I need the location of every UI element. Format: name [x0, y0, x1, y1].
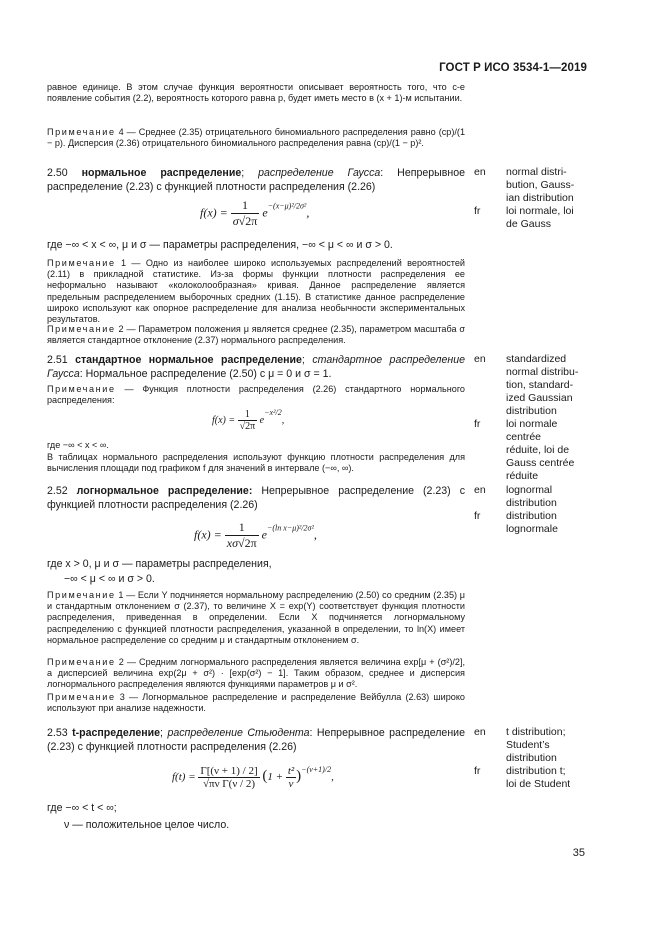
term-synonym: распределение Стьюдента [167, 727, 310, 739]
note-label: Примечание [47, 127, 116, 137]
lang-en: en [474, 484, 486, 496]
note-label: Примечание [47, 590, 116, 600]
term-number: 2.51 [47, 354, 68, 366]
term-number: 2.53 [47, 727, 68, 739]
note-4-text: 4 — Среднее (2.35) отрицательного биномиального распределения равно (cp)/(1 − p). Дисперсия (2.36) отрицательного биномиального распределения равна (cp)/(1 − p)². [47, 127, 465, 149]
note-text: 2 — Параметром положения μ является среднее (2.35), параметром масштаба σ является стандартное отклонение (2.37) нормального распределения. [47, 324, 465, 346]
note-text: 3 — Логнормальное распределение и распределение Вейбулла (2.63) широко используют при анализе надежности. [47, 692, 465, 714]
term-synonym: стандартное распределение Гаусса [47, 354, 465, 380]
note-2-51 [47, 384, 465, 406]
formula-t-pdf: f(t) = $\frac{\Gamma[(\nu + 1) / 2]}{\text{√πν Γ(ν / 2)}}$ (1 + $\frac{\text{t²}}{\nu}$ )$^{-(\nu+1)/2}$, [172, 765, 334, 790]
lang-fr: fr [474, 765, 481, 777]
after-2-51: В таблицах нормального распределения используют функцию плотности распределения для вычисления площади под графиком f для значений в интервале (−∞, ∞). [47, 452, 465, 474]
term-definition: : Непрерывное распределение (2.23) с функцией плотности распределения (2.26) [47, 167, 466, 193]
where-2-53-2: ν — положительное целое число. [64, 819, 230, 831]
formula-normal-pdf: f(x) = $\frac{1}{\sigma√2\pi}$ $e^{-(x-\mu)^2/2\sigma^2}$, [200, 198, 310, 228]
term-title: стандартное нормальное распределение [75, 354, 302, 366]
lang-en: en [474, 353, 486, 365]
standard-header: ГОСТ Р ИСО 3534-1—2019 [439, 62, 587, 74]
term-2-50: 2.50 нормальное распределение; распределение Гаусса: Непрерывное распределение (2.23) с функцией плотности распределения (2.26) [47, 167, 466, 193]
where-2-50: где −∞ < x < ∞, μ и σ — параметры распределения, −∞ < μ < ∞ и σ > 0. [47, 239, 393, 251]
lang-fr: fr [474, 510, 481, 522]
note-label: Примечание [47, 384, 116, 394]
equivalents-2-53: en t distribution; Student’s distribution fr distribution t; loi de Student [474, 726, 571, 790]
term-2-52 [47, 484, 465, 512]
term-synonym: распределение Гаусса [258, 167, 381, 179]
term-definition: : Нормальное распределение (2.50) с μ = 0 и σ = 1. [79, 368, 332, 380]
intro-paragraph: равное единице. В этом случае функция вероятности описывает вероятность того, что c-е появление события (2.2), вероятность которого равна p, будет иметь место в (x + 1)-м испытании. [47, 82, 465, 104]
lang-en: en [474, 726, 486, 738]
where-2-52-1: где x > 0, μ и σ — параметры распределения, [47, 558, 272, 570]
note-label: Примечание [47, 258, 116, 268]
note-text: 1 — Одно из наиболее широко используемых распределений вероятностей (2.11) в прикладной статистике. Из-за формы функции плотности распределения ее неформально называют «колоколообразная» кривая. Данное распределение является предельным распределением выборочных средних (1.15). В статистике данное распределение широко используют как опорное распределение для анализа необычности экспериментальных результатов. [47, 258, 465, 325]
equivalents-2-50: en normal distri- bution, Gauss- ian distribution fr loi normale, loi de Gauss [474, 166, 575, 230]
where-2-53-1: где −∞ < t < ∞; [47, 802, 117, 814]
lang-fr: fr [474, 205, 481, 217]
where-2-51: где −∞ < x < ∞. [47, 440, 109, 450]
lang-fr: fr [474, 418, 481, 430]
equivalents-2-52: en lognormal distribution fr distribution lognormale [474, 484, 558, 535]
term-2-51: 2.51 стандартное нормальное распределение; стандартное распределение Гаусса: Нормальное распределение (2.50) с μ = 0 и σ = 1. [47, 354, 465, 380]
note-2-50-1 [47, 258, 465, 325]
formula-std-normal-pdf: f(x) = $\frac{1}{√2\pi}$ $e^{-x^2/2}$, [212, 408, 285, 433]
note-label: Примечание [47, 657, 116, 667]
term-number: 2.52 [47, 485, 68, 497]
page-number: 35 [572, 847, 585, 859]
where-2-52-2: −∞ < μ < ∞ и σ > 0. [64, 573, 155, 585]
term-title: логнормальное распределение: [76, 485, 253, 497]
term-title: нормальное распределение [81, 167, 242, 179]
note-2-52-1 [47, 590, 465, 646]
note-label: Примечание [47, 692, 116, 702]
note-2-52-2 [47, 657, 465, 691]
lang-en: en [474, 166, 486, 178]
note-text: 1 — Если Y подчиняется нормальному распределению (2.50) со средним (2.35) μ и стандартным отклонением σ (2.37), то величине X = exp(Y) соответствует функция плотности распределения, приведенная в определении. Если X подчиняется логнормальному распределению с функцией плотности распределения, указанной в определении, то ln(X) имеет нормальное распределение со средним μ и стандартным отклонением σ. [47, 590, 466, 645]
note-2-50-2 [47, 324, 465, 346]
term-number: 2.50 [47, 167, 68, 179]
term-title: t-распределение [72, 727, 161, 739]
term-definition: Непрерывное распределение (2.23) с функцией плотности распределения (2.26) [47, 485, 465, 511]
note-2-52-3 [47, 692, 465, 714]
note-text: 2 — Средним логнормального распределения является величина exp[μ + (σ²)/2], а дисперсией величина exp(2μ + σ²) · [exp(σ²) − 1]. Таким образом, среднее и дисперсия логнормального распределения являются функциями параметров μ и σ². [47, 657, 466, 690]
equivalents-2-51: en standardized normal distribu- tion, standard- ized Gaussian distribution fr loi normale centrée réduite, loi de Gauss centrée réduite [474, 353, 579, 482]
note-4 [47, 127, 465, 149]
note-text: — Функция плотности распределения (2.26) стандартного нормального распределения: [47, 384, 465, 406]
formula-lognormal-pdf: f(x) = $\frac{1}{x\sigma√2\pi}$ $e^{-(ln x-\mu)^2/2\sigma^2}$, [194, 520, 317, 550]
term-definition: : Непрерывное распределение (2.23) с функцией плотности распределения (2.26) [47, 727, 465, 753]
note-label: Примечание [47, 324, 116, 334]
term-2-53: 2.53 t-распределение; распределение Стьюдента: Непрерывное распределение (2.23) с функцией плотности распределения (2.26) [47, 727, 465, 753]
